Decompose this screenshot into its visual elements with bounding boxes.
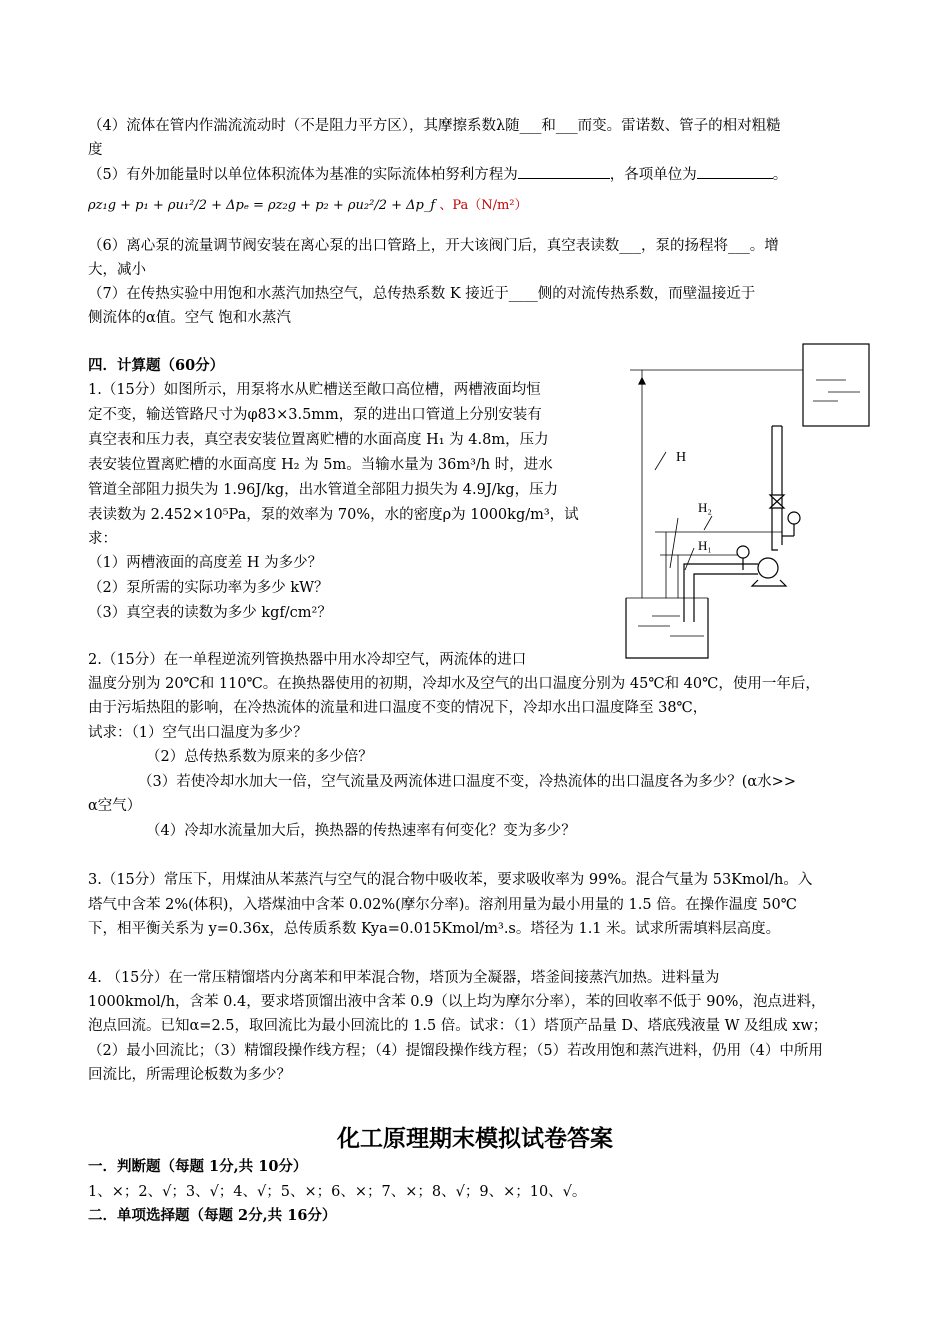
p1-line: 管道全部阻力损失为 1.96J/kg，出水管道全部阻力损失为 4.9J/kg，压力 (88, 482, 559, 498)
upper-tank (803, 344, 869, 426)
p2-line: 试求：（1）空气出口温度为多少？ (88, 725, 308, 741)
p2-line: （3）若使冷却水加大一倍，空气流量及两流体进口温度不变，冷热流体的出口温度各为多少？(α水>> (138, 774, 796, 790)
pump (758, 558, 778, 578)
p2-line: 温度分别为 20℃和 110℃。在换热器使用的初期，冷却水及空气的出口温度分别为 45℃和 40℃，使用一年后， (88, 676, 820, 692)
answer-section-2-heading: 二．单项选择题（每题 2分,共 16分） (88, 1207, 337, 1224)
q6-line2: 大，减小 (88, 262, 146, 278)
p1-line: （2）泵所需的实际功率为多少 kW？ (88, 580, 329, 596)
answer-title: 化工原理期末模拟试卷答案 (337, 1126, 613, 1152)
blank (518, 164, 610, 179)
p1-line: 定不变，输送管路尺寸为φ83×3.5mm，泵的进出口管道上分别安装有 (88, 407, 542, 423)
section-4-heading: 四．计算题（60分） (88, 357, 225, 374)
q4-line: （4）流体在管内作湍流流动时（不是阻力平方区），其摩擦系数λ随___和___而变。雷诺数、管子的相对粗糙 (88, 118, 781, 134)
p1-line: 真空表和压力表，真空表安装位置离贮槽的水面高度 H₁ 为 4.8m，压力 (88, 432, 549, 448)
p4-line: 1000kmol/h，含苯 0.4，要求塔顶馏出液中含苯 0.9（以上均为摩尔分率），苯的回收率不低于 90%，泡点进料， (88, 994, 826, 1010)
q5-line: （5）有外加能量时以单位体积流体为基准的实际流体柏努利方程为 ，各项单位为 。 (88, 164, 868, 185)
q7-line: （7）在传热实验中用饱和水蒸汽加热空气，总传热系数 K 接近于____侧的对流传热系数，而壁温接近于 (88, 286, 756, 302)
lower-tank (626, 598, 708, 658)
label-H2: H₂ (698, 500, 712, 515)
p2-line: （2）总传热系数为原来的多少倍？ (146, 749, 373, 765)
q6-line: （6）离心泵的流量调节阀安装在离心泵的出口管路上，开大该阀门后，真空表读数___，泵的扬程将___。增 (88, 238, 779, 254)
pump-system-figure (600, 340, 890, 670)
p1-line: 1.（15分）如图所示，用泵将水从贮槽送至敞口高位槽，两槽液面均恒 (88, 382, 541, 398)
p4-line: 4. （15分）在一常压精馏塔内分离苯和甲苯混合物，塔顶为全凝器，塔釜间接蒸汽加热。进料量为 (88, 970, 720, 986)
p4-line: 泡点回流。已知α=2.5，取回流比为最小回流比的 1.5 倍。试求：（1）塔顶产品量 D、塔底残液量 W 及组成 xw； (88, 1018, 828, 1034)
p1-line: 表安装位置离贮槽的水面高度 H₂ 为 5m。当输水量为 36m³/h 时，进水 (88, 457, 553, 473)
label-H1: H₁ (698, 538, 712, 553)
bernoulli-equation (88, 194, 528, 213)
equation: ρz₁g + p₁ + ρu₁²/2 + Δpₑ = ρz₂g + p₂ + ρu₂²/2 + Δp_f (88, 198, 436, 213)
pressure-gauge (788, 512, 800, 524)
p1-line: 表读数为 2.452×10⁵Pa，泵的效率为 70%，水的密度ρ为 1000kg/m³，试 (88, 507, 579, 523)
p2-line: 2.（15分）在一单程逆流列管换热器中用水冷却空气，两流体的进口 (88, 652, 527, 668)
p1-line: 求： (88, 531, 117, 547)
equation-answer: 、Pa（N/m²） (439, 198, 528, 213)
answer-section-1-heading: 一．判断题（每题 1分,共 10分） (88, 1158, 308, 1175)
p3-line: 塔气中含苯 2%(体积)，入塔煤油中含苯 0.02%(摩尔分率)。溶剂用量为最小用量的 1.5 倍。在操作温度 50℃ (88, 897, 797, 913)
p2-line: （4）冷却水流量加大后，换热器的传热速率有何变化？变为多少？ (146, 823, 576, 839)
q7-line2: 侧流体的α值。空气 饱和水蒸汽 (88, 310, 291, 326)
p2-line: 由于污垢热阻的影响，在冷热流体的流量和进口温度不变的情况下，冷却水出口温度降至 38℃， (88, 700, 708, 716)
answer-section-1: 1、×；2、√；3、√；4、√；5、×；6、×；7、×；8、√；9、×；10、√。 (88, 1184, 587, 1200)
q5-text-a: （5）有外加能量时以单位体积流体为基准的实际流体柏努利方程为 (88, 167, 518, 183)
p4-line: （2）最小回流比；（3）精馏段操作线方程；（4）提馏段操作线方程；（5）若改用饱和蒸汽进料，仍用（4）中所用 (88, 1043, 823, 1059)
p4-line: 回流比，所需理论板数为多少？ (88, 1067, 291, 1083)
p1-line: （3）真空表的读数为多少 kgf/cm²？ (88, 605, 332, 621)
q5-text-b: ，各项单位为 (609, 167, 697, 183)
p1-line: （1）两槽液面的高度差 H 为多少？ (88, 555, 323, 571)
label-H: H (676, 450, 687, 465)
q4-line2: 度 (88, 142, 103, 158)
p3-line: 下，相平衡关系为 y=0.36x，总传质系数 Kya=0.015Kmol/m³.s。塔径为 1.1 米。试求所需填料层高度。 (88, 921, 781, 937)
blank (697, 164, 773, 179)
p3-line: 3.（15分）常压下，用煤油从苯蒸汽与空气的混合物中吸收苯，要求吸收率为 99%。混合气量为 53Kmol/h。入 (88, 872, 813, 888)
vacuum-gauge (737, 546, 749, 558)
p2-line: α空气） (88, 798, 142, 814)
